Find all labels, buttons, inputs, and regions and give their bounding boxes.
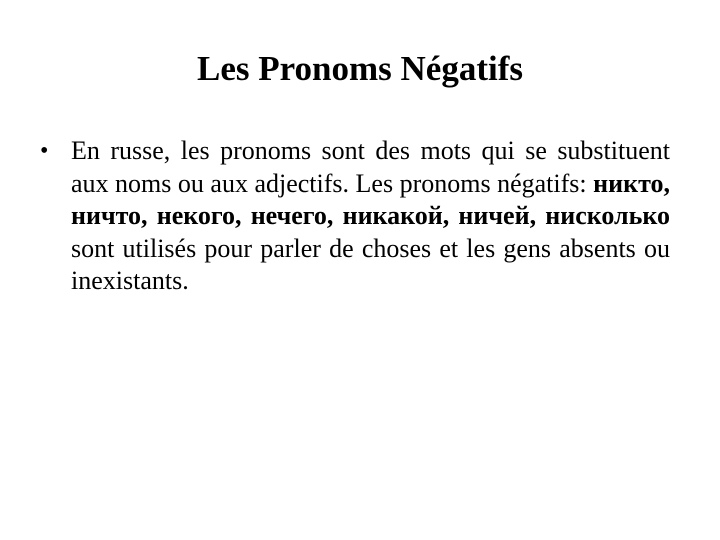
bullet-list xyxy=(40,135,670,298)
slide-title: Les Pronoms Négatifs xyxy=(197,49,523,88)
negative-pronouns-list: никто, ничто, некого, нечего, никакой, ничей, нисколько xyxy=(71,168,670,230)
bullet-text-outro: sont utilisés pour parler de choses et les gens absents ou inexistants. xyxy=(71,233,670,295)
bullet-text-intro: En russe, les pronoms sont des mots qui se substituent aux noms ou aux adjectifs. Les pronoms négatifs: xyxy=(71,136,670,198)
bullet-dot-icon: • xyxy=(40,138,49,164)
bullet-item xyxy=(40,135,670,298)
